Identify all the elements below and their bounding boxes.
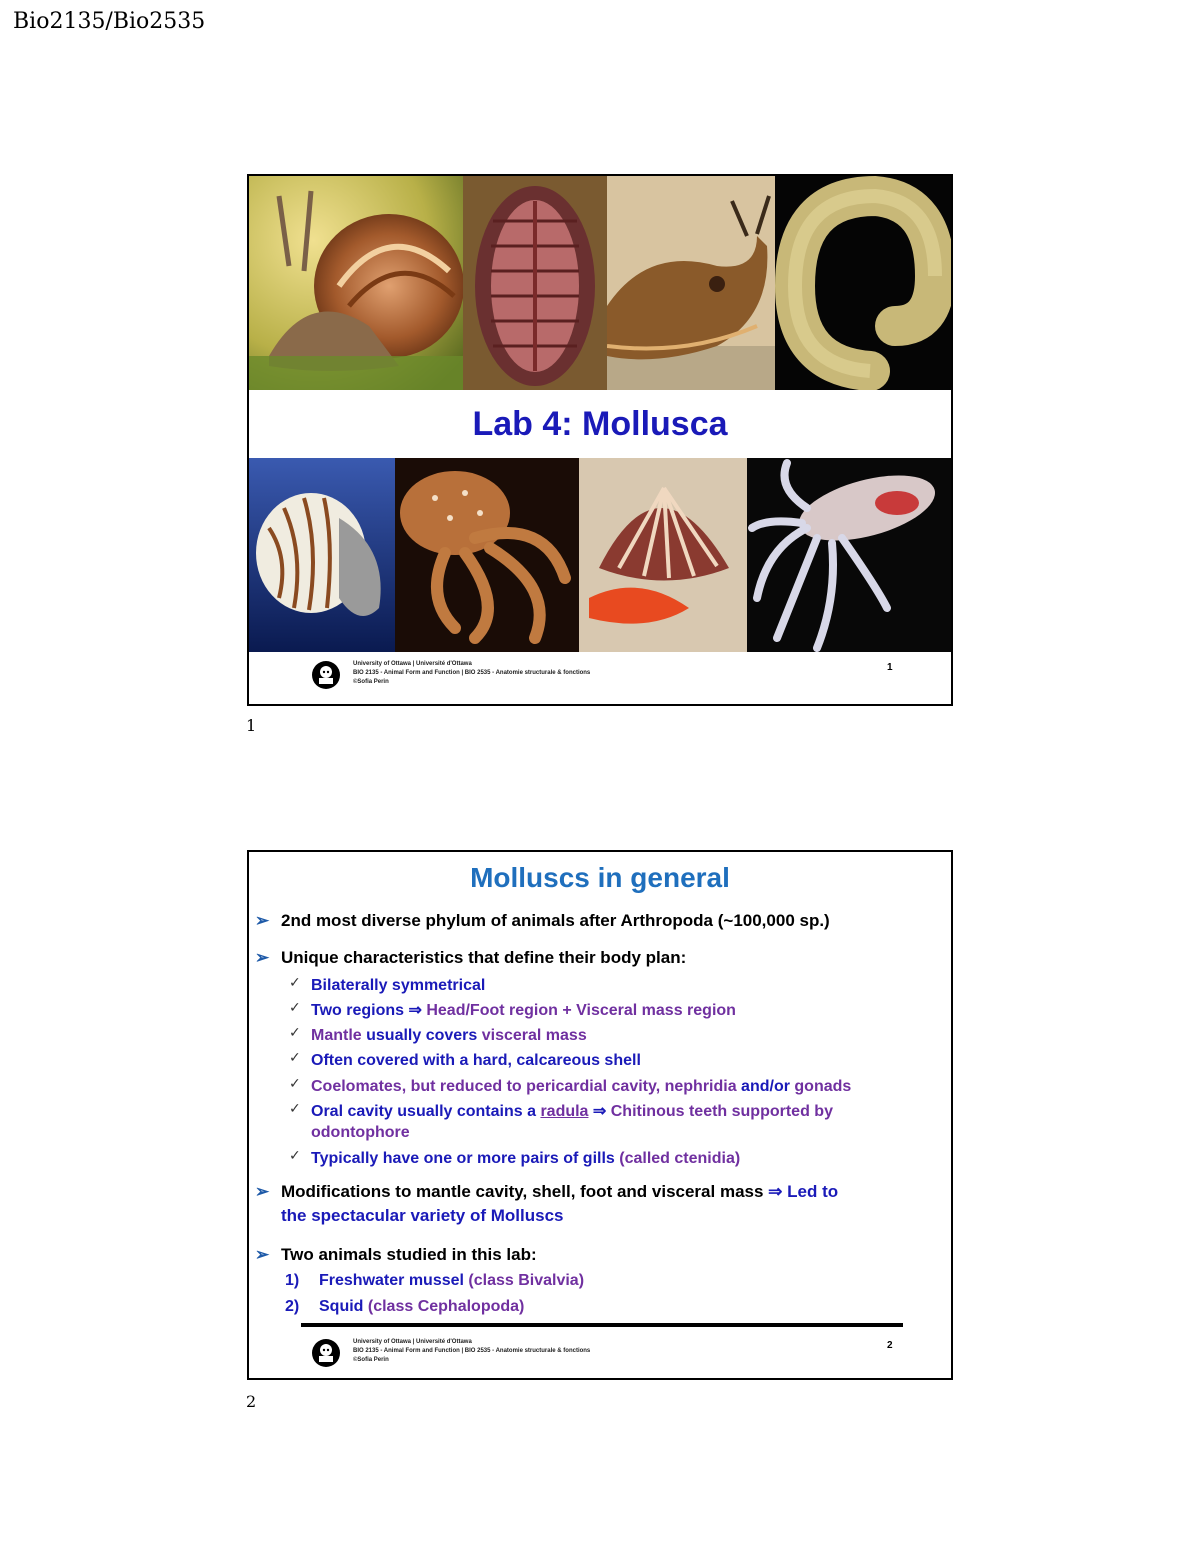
slide-footer <box>249 1330 951 1380</box>
footer-course: BIO 2135 - Animal Form and Function | BIO 2535 - Anatomie structurale & fonctions <box>353 670 591 676</box>
snail-photo <box>249 176 463 390</box>
footer-divider <box>301 1323 903 1327</box>
check-bullet-icon: ✓ <box>289 1050 301 1066</box>
list-number-2: 2) <box>285 1298 300 1315</box>
footer-copyright: ©Sofia Perin <box>353 1357 389 1363</box>
worm-mollusc-photo <box>775 176 951 390</box>
footer-university: University of Ottawa | Université d'Ottawa <box>353 1339 472 1345</box>
slide-number: 2 <box>887 1340 893 1351</box>
sub-mantle: Mantle usually covers visceral mass <box>311 1027 587 1044</box>
slide-title: Molluscs in general <box>470 862 730 893</box>
check-bullet-icon: ✓ <box>289 1076 301 1092</box>
footer-text <box>353 1338 590 1365</box>
footer-text <box>353 660 590 687</box>
arrow-bullet-icon: ➢ <box>255 911 270 930</box>
page-label-2: 2 <box>246 1392 257 1411</box>
sub-two-regions: Two regions ⇒ Head/Foot region + Visceral mass region <box>311 1002 736 1019</box>
bullet-animals-studied: Two animals studied in this lab: <box>281 1245 537 1264</box>
arrow-bullet-icon: ➢ <box>255 948 270 967</box>
check-bullet-icon: ✓ <box>289 1025 301 1041</box>
university-logo-icon <box>311 660 341 690</box>
cockle-photo <box>579 458 747 652</box>
squid-photo <box>747 458 951 652</box>
slide-footer <box>249 652 951 702</box>
top-photo-row <box>249 176 951 390</box>
bullet-diversity: 2nd most diverse phylum of animals after Arthropoda (~100,000 sp.) <box>281 911 830 930</box>
check-bullet-icon: ✓ <box>289 975 301 991</box>
course-header: Bio2135/Bio2535 <box>13 9 206 34</box>
chiton-photo <box>463 176 607 390</box>
slide-number: 1 <box>887 662 893 673</box>
footer-university: University of Ottawa | Université d'Ottawa <box>353 661 472 667</box>
octopus-photo <box>395 458 579 652</box>
nautilus-photo <box>249 458 395 652</box>
sub-coelomates: Coelomates, but reduced to pericardial cavity, nephridia and/or gonads <box>311 1078 852 1095</box>
arrow-bullet-icon: ➢ <box>255 1182 270 1201</box>
bullet-modifications-cont: the spectacular variety of Molluscs <box>281 1206 564 1225</box>
check-bullet-icon: ✓ <box>289 1101 301 1117</box>
animal-mussel: Freshwater mussel (class Bivalvia) <box>319 1272 585 1289</box>
university-logo-icon <box>311 1338 341 1368</box>
sub-shell: Often covered with a hard, calcareous shell <box>311 1052 641 1069</box>
animal-squid: Squid (class Cephalopoda) <box>319 1298 525 1315</box>
sub-gills: Typically have one or more pairs of gills (called ctenidia) <box>311 1150 741 1167</box>
footer-course: BIO 2135 - Animal Form and Function | BIO 2535 - Anatomie structurale & fonctions <box>353 1348 591 1354</box>
bullet-characteristics: Unique characteristics that define their body plan: <box>281 948 687 967</box>
slide-2 <box>247 850 953 1380</box>
slide-1 <box>247 174 953 706</box>
check-bullet-icon: ✓ <box>289 1000 301 1016</box>
list-number-1: 1) <box>285 1272 300 1289</box>
footer-copyright: ©Sofia Perin <box>353 679 389 685</box>
check-bullet-icon: ✓ <box>289 1148 301 1164</box>
sub-radula-cont: odontophore <box>311 1124 410 1141</box>
arrow-bullet-icon: ➢ <box>255 1245 270 1264</box>
sub-radula: Oral cavity usually contains a radula ⇒ Chitinous teeth supported by <box>311 1103 833 1120</box>
page-label-1: 1 <box>246 716 257 735</box>
bullet-modifications: Modifications to mantle cavity, shell, foot and visceral mass ⇒ Led to <box>281 1182 839 1201</box>
slide-title: Lab 4: Mollusca <box>472 404 728 443</box>
sub-bilateral: Bilaterally symmetrical <box>311 977 486 994</box>
bottom-photo-row <box>249 458 951 652</box>
slug-photo <box>607 176 775 390</box>
